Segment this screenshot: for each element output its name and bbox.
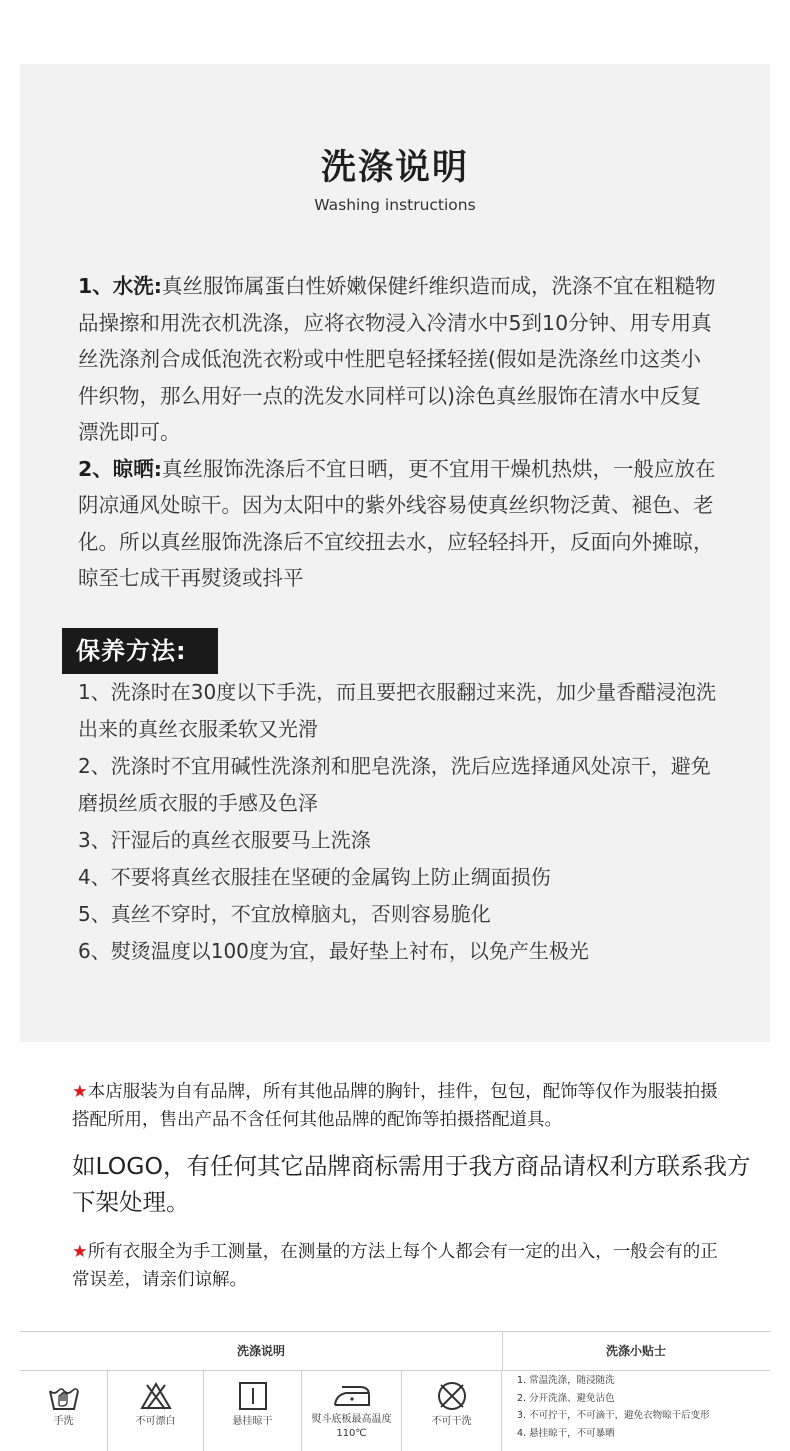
brand-notice-text: 本店服装为自有品牌，所有其他品牌的胸针，挂件，包包，配饰等仅作为服装拍摄搭配所用，售出产品不含任何其他品牌的配饰等拍摄搭配道具。 xyxy=(72,1082,718,1130)
care-item: 1、洗涤时在30度以下手洗，而且要把衣服翻过来洗，加少量香醋浸泡洗出来的真丝衣服柔软又光滑 xyxy=(78,680,717,741)
wash-tip: 1. 常温洗涤，随浸随洗 xyxy=(517,1375,615,1386)
wash-tips-list xyxy=(517,1372,767,1442)
brand-notice xyxy=(72,1078,732,1134)
page-subtitle: Washing instructions xyxy=(314,196,476,214)
symbol-label: 手洗 xyxy=(53,1416,74,1427)
hang-dry-icon xyxy=(236,1379,270,1413)
wash-tip: 3. 不可拧干，不可滴干，避免衣物晾干后变形 xyxy=(517,1410,710,1421)
symbol-cell-no-bleach xyxy=(108,1371,204,1451)
care-item: 3、汗湿后的真丝衣服要马上洗涤 xyxy=(78,828,371,852)
page-title: 洗涤说明 xyxy=(320,148,469,188)
care-list xyxy=(78,674,718,970)
wash-table-header-left: 洗涤说明 xyxy=(20,1332,503,1370)
washing-item-water xyxy=(78,268,718,451)
care-heading: 保养方法: xyxy=(62,628,218,674)
measure-notice-text: 所有衣服全为手工测量，在测量的方法上每个人都会有一定的出入，一般会有的正常误差，请亲们谅解。 xyxy=(72,1242,718,1290)
symbol-cell-iron xyxy=(302,1371,402,1451)
symbol-cell-hand-wash xyxy=(20,1371,108,1451)
care-item: 2、洗涤时不宜用碱性洗涤剂和肥皂洗涤，洗后应选择通风处凉干，避免磨损丝质衣服的手感及色泽 xyxy=(78,754,711,815)
no-dry-clean-icon xyxy=(435,1379,469,1413)
iron-icon xyxy=(332,1379,372,1411)
symbol-cell-no-dry-clean xyxy=(402,1371,502,1451)
washing-item-text: 真丝服饰洗涤后不宜日晒，更不宜用干燥机热烘，一般应放在阴凉通风处晾干。因为太阳中的紫外线容易使真丝织物泛黄、褪色、老化。所以真丝服饰洗涤后不宜绞扭去水，应轻轻抖开，反面向外摊晾，晾至七成干再熨烫或抖平 xyxy=(78,456,716,590)
no-bleach-icon xyxy=(139,1379,173,1413)
hand-wash-icon xyxy=(46,1379,82,1413)
care-item: 5、真丝不穿时，不宜放樟脑丸，否则容易脆化 xyxy=(78,902,491,926)
star-icon: ★ xyxy=(72,1082,88,1102)
care-item: 4、不要将真丝衣服挂在坚硬的金属钩上防止绸面损伤 xyxy=(78,865,551,889)
logo-notice: 如LOGO，有任何其它品牌商标需用于我方商品请权利方联系我方下架处理。 xyxy=(72,1152,751,1216)
symbol-label: 不可干洗 xyxy=(431,1416,472,1427)
symbol-cell-hang-dry xyxy=(204,1371,302,1451)
star-icon: ★ xyxy=(72,1242,88,1262)
symbol-label: 悬挂晾干 xyxy=(232,1416,273,1427)
measure-notice xyxy=(72,1238,732,1294)
washing-item-text: 真丝服饰属蛋白性娇嫩保健纤维织造而成，洗涤不宜在粗糙物品操擦和用洗衣机洗涤，应将衣物浸入冷清水中5到10分钟、用专用真丝洗涤剂合成低泡洗衣粉或中性肥皂轻揉轻搓(假如是洗涤丝巾这类小件织物，那么用好一点的洗发水同样可以)涂色真丝服饰在清水中反复漂洗即可。 xyxy=(78,274,716,444)
symbol-label: 熨斗底板最高温度110℃ xyxy=(311,1414,392,1439)
washing-item-label: 2、晾晒: xyxy=(78,456,162,481)
washing-item-label: 1、水洗: xyxy=(78,274,162,298)
care-item: 6、熨烫温度以100度为宜，最好垫上衬布，以免产生极光 xyxy=(78,939,589,963)
wash-tip: 4. 悬挂晾干，不可暴晒 xyxy=(517,1427,615,1439)
wash-tip: 2. 分开洗涤、避免沾色 xyxy=(517,1392,615,1404)
wash-table-header-right: 洗涤小贴士 xyxy=(605,1344,666,1358)
washing-item-drying xyxy=(78,451,718,597)
symbol-label: 不可漂白 xyxy=(135,1416,176,1427)
washing-section xyxy=(78,268,718,597)
